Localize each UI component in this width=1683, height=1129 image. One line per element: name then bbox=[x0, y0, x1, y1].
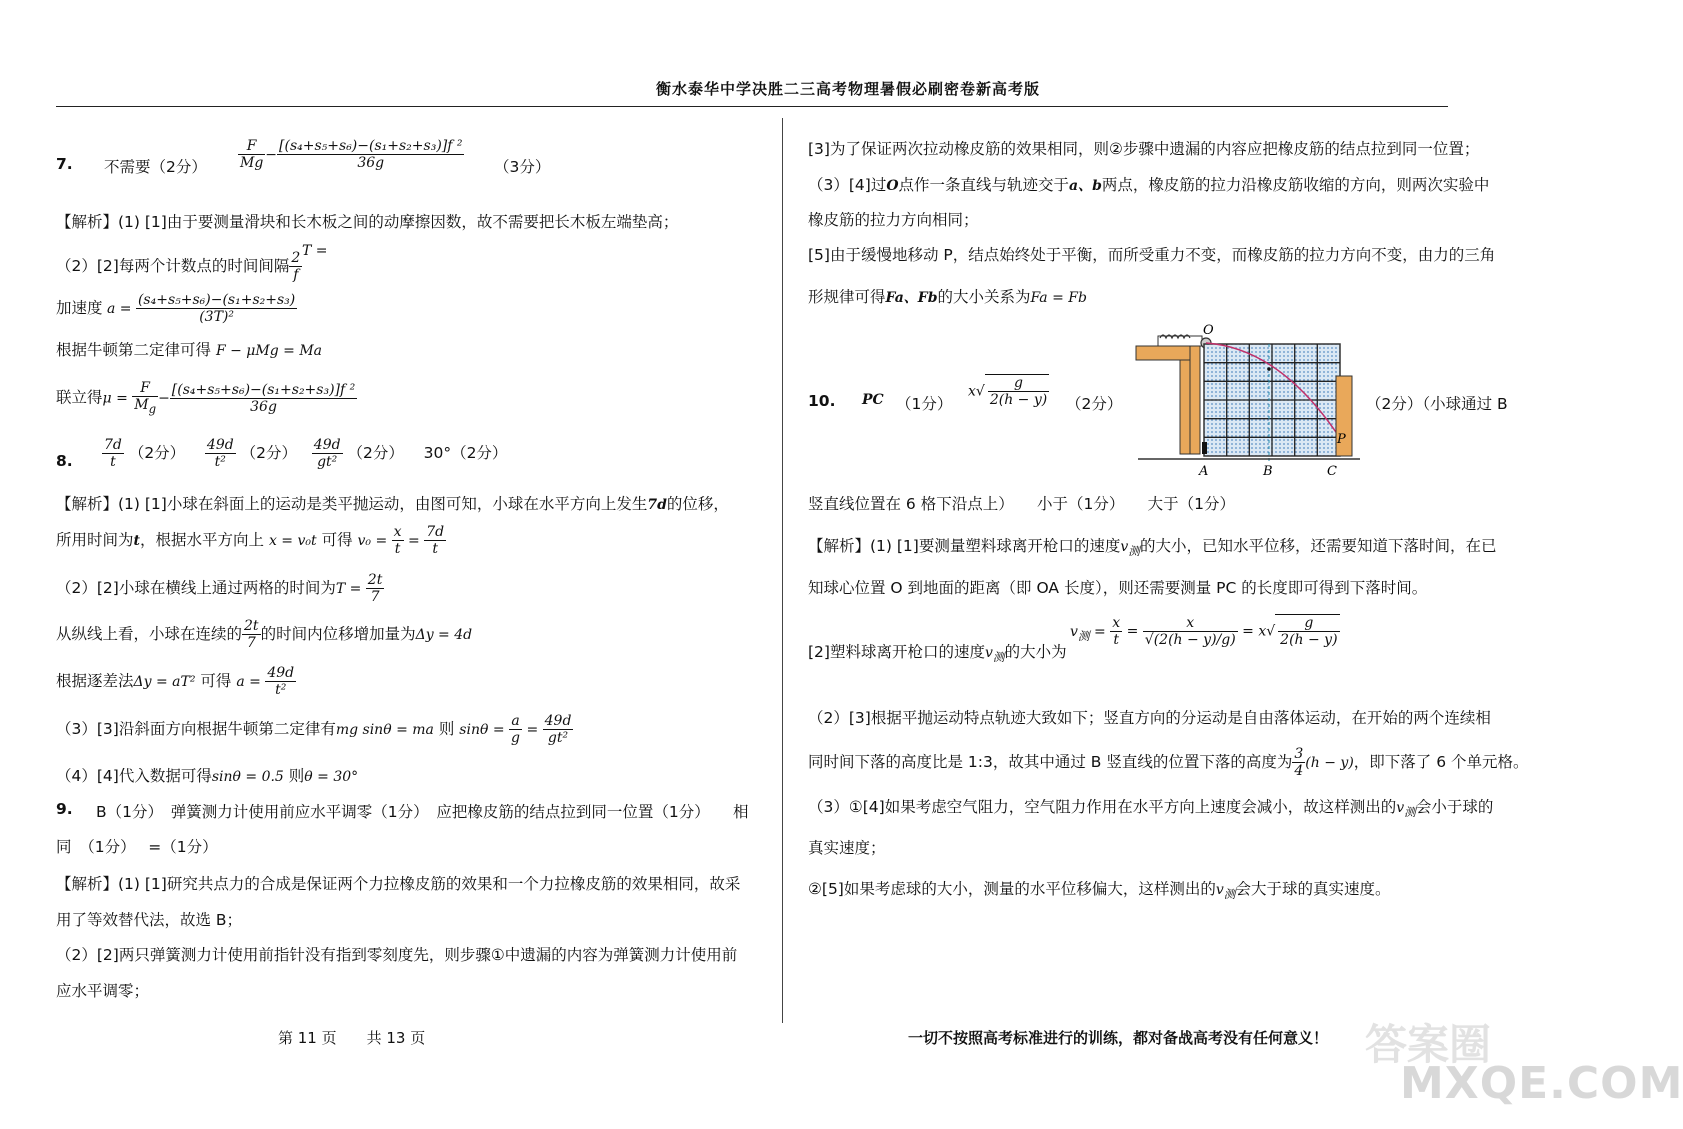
line-r3: 橡皮筋的拉力方向相同； bbox=[808, 211, 979, 229]
projectile-grid-figure bbox=[1130, 318, 1362, 480]
trajectory-point bbox=[1267, 367, 1271, 371]
label-c: C bbox=[1327, 464, 1337, 479]
line-r1: [3]为了保证两次拉动橡皮筋的效果相同，则②步骤中遗漏的内容应把橡皮筋的结点拉到同一位置； bbox=[808, 140, 1480, 158]
q7-number: 7. bbox=[56, 155, 73, 173]
line-r6: 竖直线位置在 6 格下沿点上） 小于（1分） 大于（1分） bbox=[808, 495, 1235, 513]
line-r10: （2）[3]根据平抛运动特点轨迹大致如下；竖直方向的分运动是自由落体运动，在开始的两个连续相 bbox=[808, 709, 1491, 727]
line-acceleration: 加速度 a = $\frac{\text{(s₄+s₅+s₆)−(s₁+s₂+s₃)}}{\text{(3T)²}}$ bbox=[56, 292, 296, 326]
q10-score-1: （1分） bbox=[896, 395, 953, 413]
line-r11: 同时间下落的高度比是 1:3，故其中通过 B 竖直线的位置下落的高度为 $\frac{3}{4}$ (h − y)，即下落了 6 个单元格。 bbox=[808, 746, 1529, 780]
line-q9-analysis-2: 用了等效替代法，故选 B； bbox=[56, 911, 243, 929]
q7-formula: $\frac{F}{Mg}$ − $\frac{\text{[(s₄+s₅+s₆)−(s₁+s₂+s₃)]f ²}}{36g}$ bbox=[240, 138, 463, 172]
line-q8-analysis-6: （3）[3]沿斜面方向根据牛顿第二定律有mg sinθ = ma 则 sinθ = $\frac{a}{g}$ = $\frac{49d}{\text{gt²}}$ bbox=[56, 713, 572, 747]
q8-answers: $\frac{7d}{t}$ （2分） $\frac{49d}{\text{t²}}$ （2分） $\frac{49d}{\text{gt²}}$ （2分） 30°（2分） bbox=[104, 437, 508, 471]
table-side bbox=[1190, 346, 1200, 454]
q10-score-3: （2分）（小球通过 B bbox=[1366, 395, 1508, 413]
line-r2: （3）[4]过O点作一条直线与轨迹交于a、b两点，橡皮筋的拉力沿橡皮筋收缩的方向，则两次实验中 bbox=[808, 176, 1490, 194]
q9-answer-line-2: 同 （1分） =（1分） bbox=[56, 838, 218, 856]
period-formula-label: T = bbox=[302, 243, 328, 259]
line-r8: 知球心位置 O 到地面的距离（即 OA 长度），则还需要测量 PC 的长度即可得到下落时间。 bbox=[808, 579, 1428, 597]
line-q7-analysis-1: 【解析】(1) [1]由于要测量滑块和长木板之间的动摩擦因数，故不需要把长木板左端垫高； bbox=[56, 213, 679, 231]
line-newton: 根据牛顿第二定律可得 F − μMg = Ma bbox=[56, 341, 323, 359]
line-q9-analysis-1: 【解析】(1) [1]研究共点力的合成是保证两个力拉橡皮筋的效果和一个力拉橡皮筋的效果相同，故采 bbox=[56, 875, 741, 893]
line-r12: （3）①[4]如果考虑空气阻力，空气阻力作用在水平方向上速度会减小，故这样测出的$v_测$会小于球的 bbox=[808, 798, 1494, 819]
q7-answer-2: （3分） bbox=[494, 158, 551, 176]
q10-formula: x√ $\frac{g}{2(h - y)}$ bbox=[968, 375, 1048, 409]
q9-number: 9. bbox=[56, 800, 73, 818]
line-q8-analysis-3: （2）[2]小球在横线上通过两格的时间为T = $\frac{2t}{7}$ bbox=[56, 572, 383, 606]
line-q8-analysis-7: （4）[4]代入数据可得sinθ = 0.5 则θ = 30° bbox=[56, 767, 359, 785]
label-p: P bbox=[1337, 432, 1346, 447]
line-r13: 真实速度； bbox=[808, 839, 886, 857]
q7-answer-1: 不需要（2分） bbox=[104, 158, 207, 176]
q9-answer-line-1: B（1分） 弹簧测力计使用前应水平调零（1分） 应把橡皮筋的结点拉到同一位置（1分） 相 bbox=[96, 803, 749, 821]
line-r9-label: [2]塑料球离开枪口的速度$v_测$的大小为 bbox=[808, 643, 1067, 664]
page-number: 第 11 页 共 13 页 bbox=[278, 1029, 426, 1047]
q10-score-2: （2分） bbox=[1066, 395, 1123, 413]
column-divider bbox=[782, 118, 783, 1023]
line-q8-analysis-4: 从纵线上看，小球在连续的 $\frac{2t}{7}$ 的时间内位移增加量为Δy = 4d bbox=[56, 618, 473, 652]
q10-answer-pc: PC bbox=[862, 392, 884, 408]
footer-motto: 一切不按照高考标准进行的训练，都对备战高考没有任何意义！ bbox=[908, 1029, 1329, 1047]
line-q8-analysis-1: 【解析】(1) [1]小球在斜面上的运动是类平抛运动，由图可知，小球在水平方向上发生7d的位移， bbox=[56, 495, 729, 513]
label-b: B bbox=[1263, 464, 1273, 479]
line-q8-analysis-5: 根据逐差法Δy = aT² 可得 a = $\frac{49d}{\text{t²}}$ bbox=[56, 665, 295, 699]
q10-number: 10. bbox=[808, 392, 836, 410]
table-top bbox=[1136, 346, 1196, 360]
line-r7: 【解析】(1) [1]要测量塑料球离开枪口的速度$v_测$的大小，已知水平位移，还需要知道下落时间，在已 bbox=[808, 537, 1497, 558]
line-r4: [5]由于缓慢地移动 P，结点始终处于平衡，而所受重力不变，而橡皮筋的拉力方向不变，由力的三角 bbox=[808, 246, 1496, 264]
line-q9-analysis-4: 应水平调零； bbox=[56, 982, 150, 1000]
page-header: 衡水泰华中学决胜二三高考物理暑假必刷密卷新高考版 bbox=[655, 80, 1040, 98]
q8-number: 8. bbox=[56, 452, 73, 470]
gun-barrel bbox=[1158, 336, 1202, 346]
label-o: O bbox=[1203, 323, 1214, 338]
line-q8-analysis-2: 所用时间为t，根据水平方向上 x = v₀t 可得 v₀ = $\frac{x}{t}$ = $\frac{7d}{t}$ bbox=[56, 524, 445, 558]
table-leg bbox=[1180, 360, 1190, 454]
label-a: A bbox=[1199, 464, 1209, 479]
line-q9-analysis-3: （2）[2]两只弹簧测力计使用前指针没有指到零刻度先，则步骤①中遗漏的内容为弹簧测力计使用前 bbox=[56, 946, 738, 964]
a-marker bbox=[1202, 442, 1207, 454]
line-r14: ②[5]如果考虑球的大小，测量的水平位移偏大，这样测出的$v_测$会大于球的真实速度。 bbox=[808, 880, 1391, 901]
line-r5: 形规律可得Fa、Fb的大小关系为Fa = Fb bbox=[808, 288, 1087, 306]
line-r9-formula: $v_测$ = $\frac{x}{t}$ = $\frac{x}{√(2(h - y)/g)}$ = x√ $\frac{g}{2(h - y)}$ bbox=[1070, 614, 1338, 649]
header-rule bbox=[56, 106, 1448, 107]
watermark-logo: 答案圈 bbox=[1365, 1020, 1492, 1069]
line-q7-analysis-2: （2）[2]每两个计数点的时间间隔 $\frac{2}{f}$ bbox=[56, 250, 301, 284]
line-combined: 联立得μ = $\frac{F}{M_g}$ − $\frac{\text{[(s₄+s₅+s₆)−(s₁+s₂+s₃)]f ²}}{36g}$ bbox=[56, 380, 356, 416]
watermark-site: MXQE.COM bbox=[1400, 1058, 1683, 1109]
